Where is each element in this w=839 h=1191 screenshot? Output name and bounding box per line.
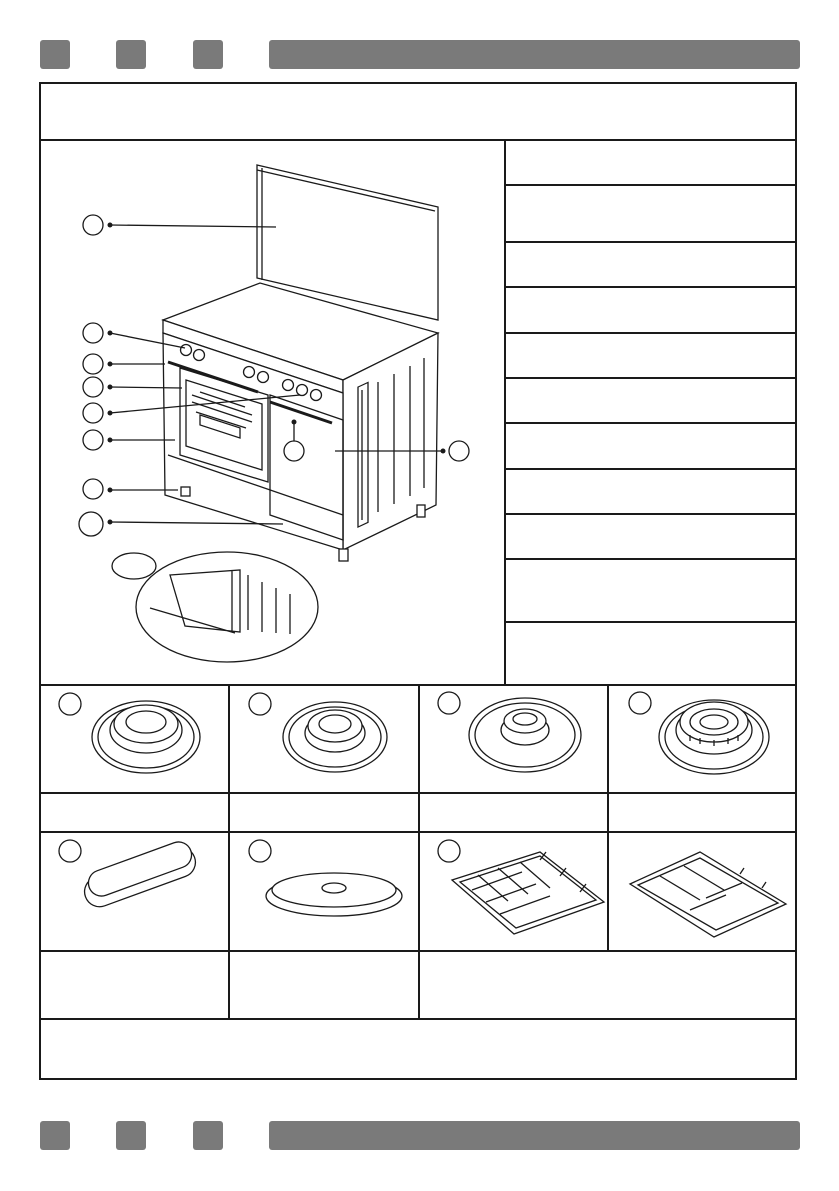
- footer-long-bar: [269, 1121, 800, 1150]
- footer-square-2: [116, 1121, 146, 1150]
- pan-support-grid-2-icon: [630, 852, 786, 937]
- burner-cap-small-icon: [438, 692, 581, 772]
- fish-burner-cap-icon: [59, 838, 200, 911]
- simmer-plate-icon: [249, 840, 402, 916]
- burner-cap-medium-icon: [249, 693, 387, 772]
- wok-burner-icon: [629, 692, 769, 774]
- footer-square-3: [193, 1121, 223, 1150]
- pan-support-grid-icon: [438, 840, 604, 934]
- burner-cap-large-icon: [59, 693, 200, 773]
- footer-square-1: [40, 1121, 70, 1150]
